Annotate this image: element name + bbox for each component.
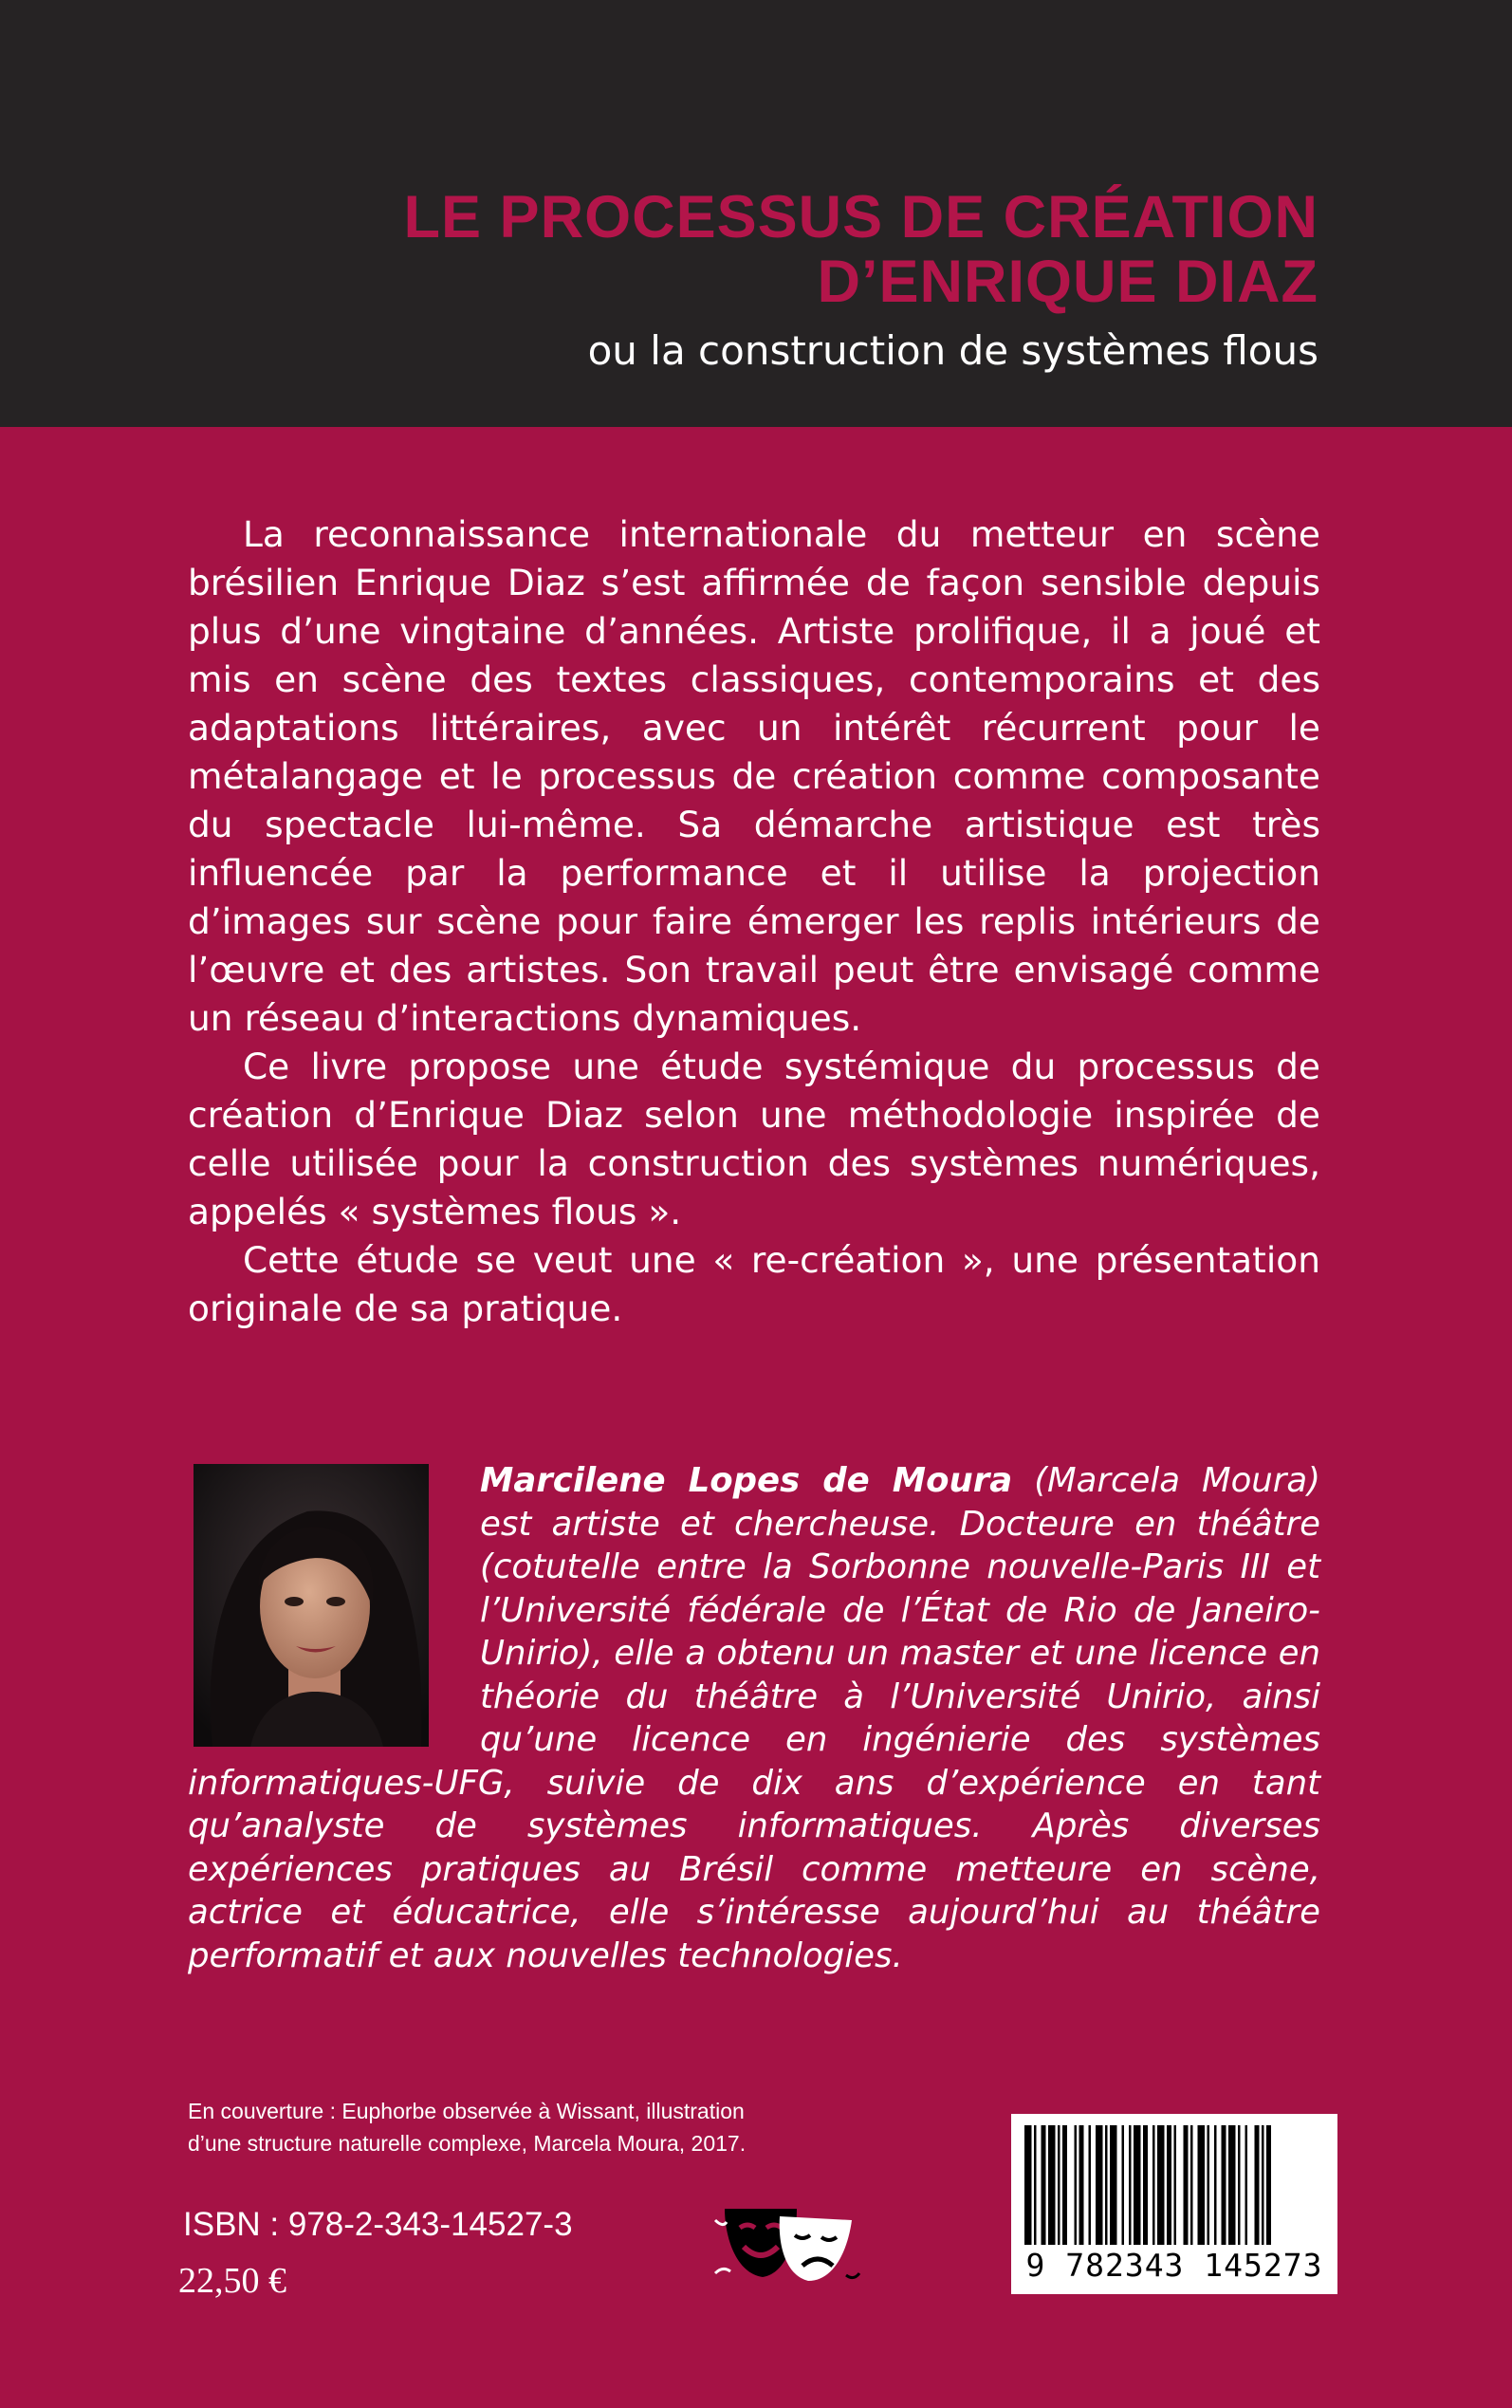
isbn: ISBN : 978-2-343-14527-3 <box>183 2206 573 2243</box>
barcode-bars <box>1024 2125 1324 2245</box>
author-bio <box>188 1459 1320 1977</box>
summary-paragraph: Ce livre propose une étude systémique du processus de création d’Enrique Diaz selon une méthodologie inspirée de celle utilisée pour la construction des systèmes numériques, appelés « systèmes flous ». <box>188 1046 1320 1232</box>
barcode-bar <box>1079 2125 1084 2245</box>
summary-text <box>188 510 1320 1333</box>
barcode-bar <box>1214 2125 1217 2245</box>
credit-line-2: d’une structure naturelle complexe, Marcela Moura, 2017. <box>188 2131 747 2156</box>
barcode-bar <box>1122 2125 1125 2245</box>
barcode-bar <box>1208 2125 1210 2245</box>
barcode-bar <box>1024 2125 1032 2245</box>
barcode-bar <box>1255 2125 1260 2245</box>
title-line-1: LE PROCESSUS DE CRÉATION <box>403 184 1318 250</box>
barcode-bar <box>1089 2125 1092 2245</box>
barcode-bar <box>1129 2125 1132 2245</box>
author-bio-text: (Marcela Moura) est artiste et chercheuse. Docteure en théâtre (cotutelle entre la Sorbonne nouvelle-Paris III et l’Université fédérale de l’État de Rio de Janeiro-Unirio), elle a obtenu un master et une licence en théorie du théâtre à l’Université Unirio, ainsi qu’une licence en ingénierie des systèmes informatiques-UFG, suivie de dix ans d’expérience en tant qu’analyste de systèmes informatiques. Après diverses expériences pratiques au Brésil comme metteure en scène, actrice et éducatrice, elle s’intéresse aujourd’hui au théâtre performatif et aux nouvelles technologies. <box>188 1461 1321 1975</box>
book-subtitle: ou la construction de systèmes flous <box>587 327 1318 374</box>
header-band <box>0 0 1512 427</box>
barcode-bar <box>1110 2125 1117 2245</box>
barcode-bar <box>1152 2125 1155 2245</box>
barcode-digits: 9 782343 145273 <box>1025 2247 1323 2284</box>
barcode-bar <box>1167 2125 1171 2245</box>
barcode <box>1011 2114 1337 2294</box>
cover-credit <box>188 2095 795 2159</box>
price: 22,50 € <box>178 2261 286 2301</box>
barcode-bar <box>1222 2125 1226 2245</box>
summary-paragraph: La reconnaissance internationale du metteur en scène brésilien Enrique Diaz s’est affirmée de façon sensible depuis plus d’une vingtaine d’années. Artiste prolifique, il a joué et mis en scène des textes classiques, contemporains et des adaptations littéraires, avec un intérêt récurrent pour le métalangage et le processus de création comme composante du spectacle lui-même. Sa démarche artistique est très influencée par la performance et il utilise la projection d’images sur scène pour faire émerger les replis intérieurs de l’œuvre et des artistes. Son travail peut être envisagé comme un réseau d’interactions dynamiques. <box>188 513 1320 1039</box>
barcode-bar <box>1143 2125 1148 2245</box>
barcode-bar <box>1048 2125 1056 2245</box>
barcode-bar <box>1190 2125 1193 2245</box>
book-title <box>275 185 1318 314</box>
barcode-bar <box>1105 2125 1108 2245</box>
theatre-masks-icon <box>713 2199 861 2285</box>
barcode-bar <box>1174 2125 1177 2245</box>
barcode-bar <box>1266 2125 1271 2245</box>
barcode-bar <box>1238 2125 1241 2245</box>
barcode-bar <box>1245 2125 1248 2245</box>
barcode-bar <box>1075 2125 1078 2245</box>
barcode-bar <box>1042 2125 1046 2245</box>
title-line-2: D’ENRIQUE DIAZ <box>817 249 1318 315</box>
barcode-bar <box>1157 2125 1165 2245</box>
barcode-bar <box>1058 2125 1060 2245</box>
barcode-bar <box>1096 2125 1103 2245</box>
credit-line-1: En couverture : Euphorbe observée à Wissant, illustration <box>188 2099 745 2123</box>
barcode-bar <box>1184 2125 1189 2245</box>
barcode-bar <box>1034 2125 1037 2245</box>
barcode-bar <box>1198 2125 1206 2245</box>
author-name: Marcilene Lopes de Moura <box>480 1461 1013 1500</box>
barcode-bar <box>1062 2125 1067 2245</box>
barcode-bar <box>1134 2125 1141 2245</box>
summary-paragraph: Cette étude se veut une « re-création », une présentation originale de sa pratique. <box>188 1239 1320 1329</box>
barcode-bar <box>1262 2125 1264 2245</box>
barcode-bar <box>1228 2125 1236 2245</box>
